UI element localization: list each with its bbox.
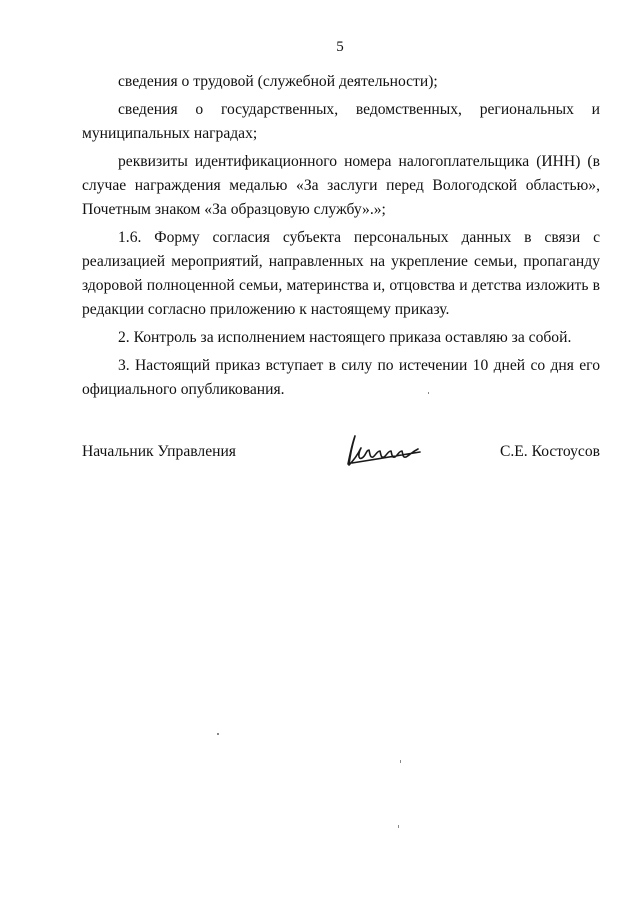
paragraph-awards-info: сведения о государственных, ведомственных, региональных и муниципальных наградах; [82,101,600,142]
signatory-name: С.Е. Костоусов [499,443,600,460]
paragraph-inn-details: реквизиты идентификационного номера налогоплательщика (ИНН) (в случае награждения медалью «За заслуги перед Вологодской областью», Почетным знаком «За образцовую службу».»; [82,153,600,218]
document-body [82,70,600,402]
paragraph-labor-info: сведения о трудовой (служебной деятельности); [118,73,438,90]
scan-speck [400,760,401,763]
signatory-position: Начальник Управления [82,443,236,460]
paragraph-item-3: 3. Настоящий приказ вступает в силу по истечении 10 дней со дня его официального опубликования. [82,357,600,398]
scan-speck [217,733,219,735]
page-number: 5 [336,39,344,55]
paragraph-item-1-6: 1.6. Форму согласия субъекта персональных данных в связи с реализацией мероприятий, направленных на укрепление семьи, пропаганду здоровой полноценной семьи, материнства и, отцовства и детства изложить в редакции согласно приложению к настоящему приказу. [82,229,600,318]
scan-speck [428,392,429,394]
scan-speck [398,825,399,828]
paragraph-item-2: 2. Контроль за исполнением настоящего приказа оставляю за собой. [118,329,572,346]
signature-block [82,440,600,470]
handwritten-signature [340,430,430,470]
